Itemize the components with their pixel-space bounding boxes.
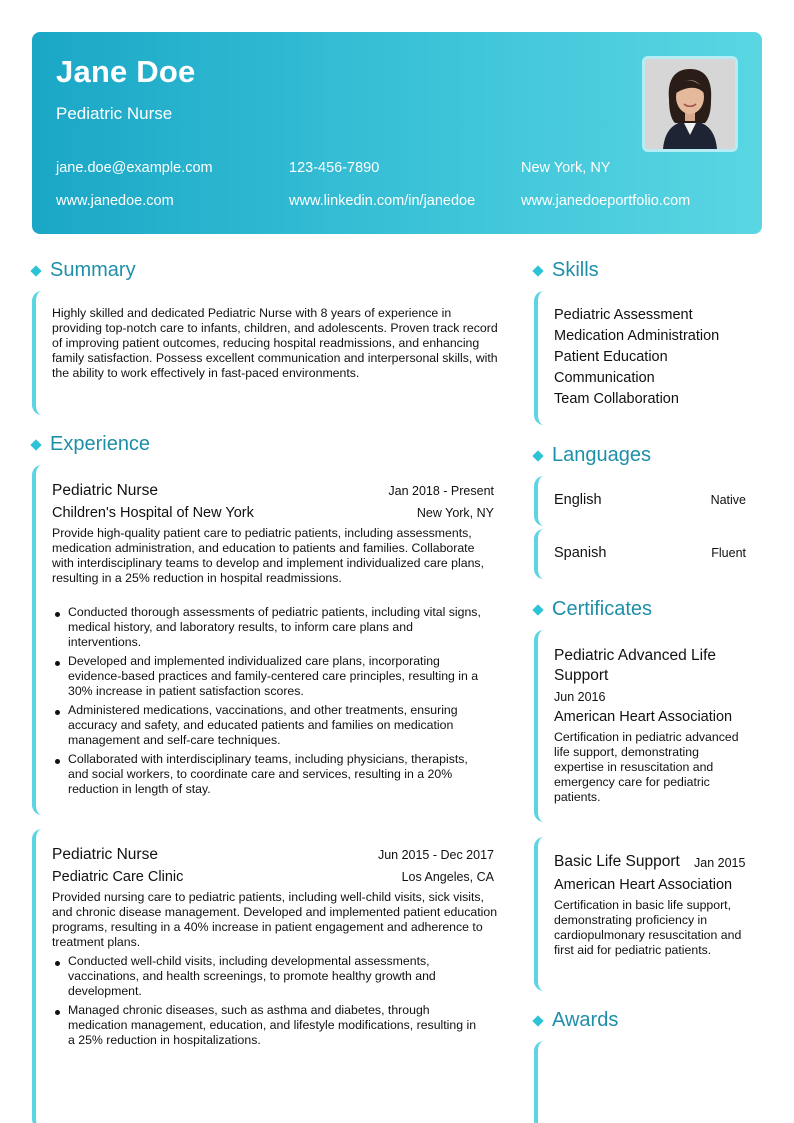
list-item: Managed chronic diseases, such as asthma and diabetes, through medication management, education, and lifestyle modifications, resulting in a 25% reduction in hospitalizations.: [52, 1003, 482, 1048]
language-name: English: [554, 492, 602, 508]
section-title: Skills: [552, 259, 599, 281]
job-dates: Jan 2018 - Present: [388, 484, 494, 498]
certificate-description: Certification in pediatric advanced life support, demonstrating expertise in resuscitation and emergency care for pediatric patients.: [554, 730, 739, 804]
skill-item: Medication Administration: [554, 328, 720, 344]
skill-item: Team Collaboration: [554, 391, 679, 407]
contact-linkedin[interactable]: www.linkedin.com/in/janedoe: [289, 193, 476, 209]
candidate-name: Jane Doe: [56, 54, 196, 89]
profile-photo: [642, 56, 738, 152]
contact-phone[interactable]: 123-456-7890: [289, 160, 380, 176]
summary-heading: [32, 259, 136, 282]
contact-portfolio[interactable]: www.janedoeportfolio.com: [521, 193, 691, 209]
diamond-icon: [532, 450, 543, 461]
certificate-org: American Heart Association: [554, 877, 733, 893]
job-description: Provide high-quality patient care to pediatric patients, including assessments, medication administration, and education to patients and families. Collaborate with interdisciplinary teams to develop and implement individualized care plans, resulting in a 25% reduction in hospital readmissions.: [52, 526, 484, 585]
contact-email[interactable]: jane.doe@example.com: [56, 160, 213, 176]
job-company: Children's Hospital of New York: [52, 505, 254, 521]
diamond-icon: [30, 265, 41, 276]
certificate-org: American Heart Association: [554, 709, 733, 725]
list-item: Developed and implemented individualized care plans, incorporating evidence-based practices and family-centered care principles, resulting in a 30% increase in patient satisfaction scores.: [52, 654, 482, 699]
job-title: Pediatric Nurse: [52, 482, 158, 499]
awards-block: [534, 1041, 762, 1123]
diamond-icon: [532, 604, 543, 615]
list-item: Conducted well-child visits, including developmental assessments, vaccinations, and health screenings, to promote healthy growth and development.: [52, 954, 482, 999]
section-title: Certificates: [552, 598, 653, 620]
certificate-name: Pediatric Advanced Life Support: [554, 647, 716, 684]
summary-text: Highly skilled and dedicated Pediatric Nurse with 8 years of experience in providing top-notch care to infants, children, and adolescents. Proven track record of improving patient outcomes, reducing hospital readmissions, and enhancing family satisfaction. Possess excellent communication and interpersonal skills, with the ability to work effectively in fast-paced environments.: [52, 306, 498, 380]
candidate-title: Pediatric Nurse: [56, 104, 173, 123]
portrait-image: [645, 59, 735, 149]
section-title: Summary: [50, 259, 136, 281]
section-title: Experience: [50, 433, 151, 455]
job-description: Provided nursing care to pediatric patients, including well-child visits, sick visits, and chronic disease management. Developed and implemented patient education programs, resulting in a 40% increase in patient engagement and adherence to treatment plans.: [52, 890, 498, 949]
certificate-description: Certification in basic life support, demonstrating proficiency in cardiopulmonary resuscitation and first aid for pediatric patients.: [554, 898, 742, 957]
language-level: Native: [710, 493, 746, 507]
skill-item: Pediatric Assessment: [554, 307, 693, 323]
diamond-icon: [532, 1015, 543, 1026]
job-location: New York, NY: [416, 506, 494, 520]
section-title: Awards: [552, 1009, 619, 1031]
skills-heading: [534, 259, 599, 282]
certificate-name: Basic Life Support: [554, 853, 680, 870]
certificate-date: Jan 2015: [694, 856, 746, 870]
language-level: Fluent: [711, 546, 746, 560]
section-title: Languages: [552, 444, 651, 466]
language-name: Spanish: [554, 545, 607, 561]
diamond-icon: [30, 439, 41, 450]
list-item: Collaborated with interdisciplinary teams, including physicians, therapists, and social workers, to coordinate care and services, resulting in a 20% reduction in length of stay.: [52, 752, 482, 797]
contact-website[interactable]: www.janedoe.com: [56, 193, 174, 209]
certificate-date: Jun 2016: [554, 690, 606, 704]
languages-heading: [534, 444, 651, 467]
job-title: Pediatric Nurse: [52, 846, 158, 863]
job-location: Los Angeles, CA: [401, 870, 494, 884]
job-dates: Jun 2015 - Dec 2017: [377, 848, 494, 862]
certificates-heading: [534, 598, 652, 621]
skill-item: Communication: [554, 370, 655, 386]
skill-item: Patient Education: [554, 349, 668, 365]
job-bullet-list: [52, 605, 482, 801]
awards-heading: [534, 1009, 618, 1032]
experience-heading: [32, 433, 150, 456]
contact-location: New York, NY: [521, 160, 611, 176]
resume-header: [32, 32, 762, 234]
job-bullet-list: [52, 954, 482, 1052]
diamond-icon: [532, 265, 543, 276]
job-company: Pediatric Care Clinic: [52, 869, 184, 885]
list-item: Administered medications, vaccinations, and other treatments, ensuring accuracy and safety, and educated patients and families on medication management and self-care techniques.: [52, 703, 482, 748]
list-item: Conducted thorough assessments of pediatric patients, including vital signs, medical history, and laboratory results, to inform care plans and interventions.: [52, 605, 482, 650]
